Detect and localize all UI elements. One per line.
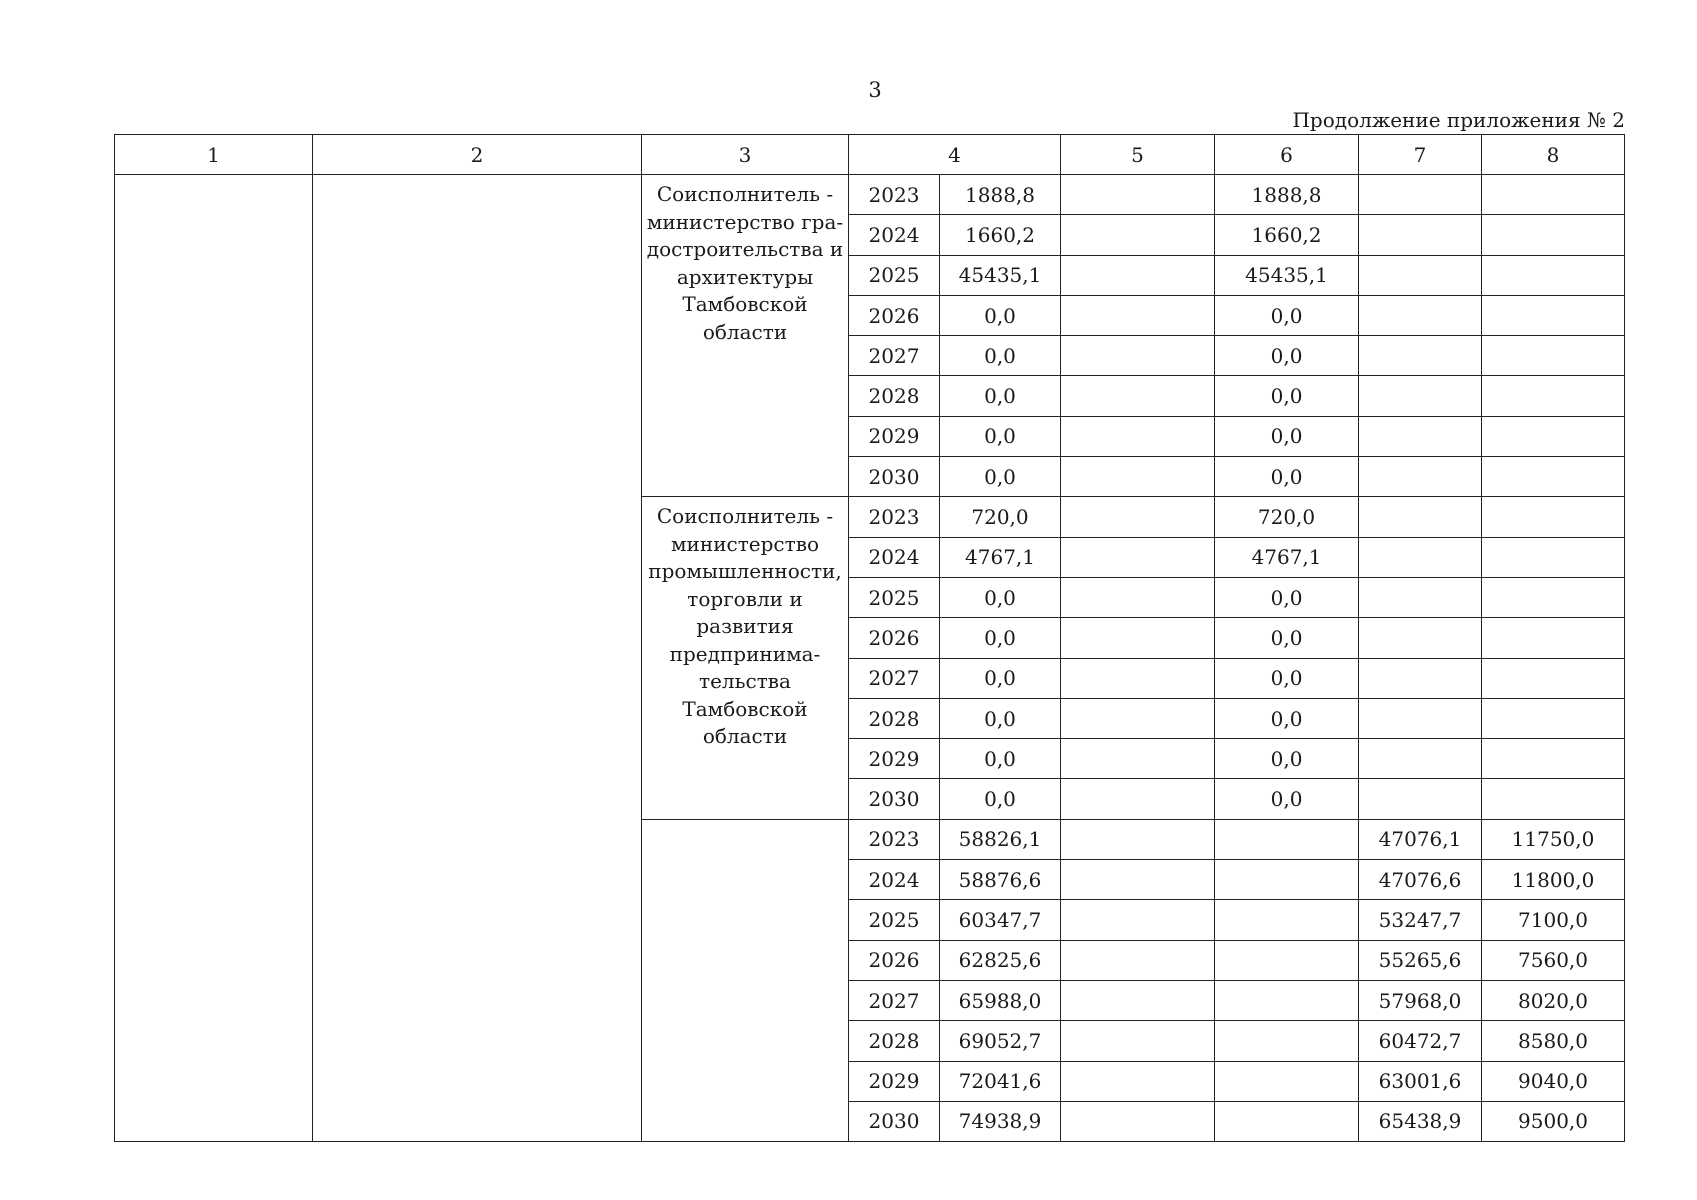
- column-7-cell: 47076,6: [1359, 860, 1482, 900]
- column-8-cell: [1482, 255, 1625, 295]
- column-header-7: 7: [1359, 135, 1482, 175]
- column-8-cell: 7100,0: [1482, 900, 1625, 940]
- column-6-cell: [1215, 940, 1359, 980]
- executor-cell: Соисполнитель - министерство промышленности, торговли и развития предпринима-тельства Тамбовской области: [642, 497, 849, 819]
- year-cell: 2028: [849, 1021, 940, 1061]
- column-1-cell: [115, 175, 313, 1142]
- total-cell: 58826,1: [940, 819, 1061, 859]
- total-cell: 4767,1: [940, 537, 1061, 577]
- column-6-cell: 0,0: [1215, 658, 1359, 698]
- column-6-cell: 0,0: [1215, 376, 1359, 416]
- column-6-cell: [1215, 860, 1359, 900]
- column-5-cell: [1061, 336, 1215, 376]
- column-5-cell: [1061, 980, 1215, 1020]
- column-header-8: 8: [1482, 135, 1625, 175]
- column-5-cell: [1061, 1061, 1215, 1101]
- column-5-cell: [1061, 497, 1215, 537]
- column-6-cell: [1215, 900, 1359, 940]
- total-cell: 62825,6: [940, 940, 1061, 980]
- column-5-cell: [1061, 940, 1215, 980]
- column-5-cell: [1061, 537, 1215, 577]
- column-6-cell: 0,0: [1215, 577, 1359, 617]
- column-7-cell: [1359, 255, 1482, 295]
- year-cell: 2023: [849, 175, 940, 215]
- total-cell: 0,0: [940, 376, 1061, 416]
- column-8-cell: [1482, 215, 1625, 255]
- column-5-cell: [1061, 255, 1215, 295]
- column-7-cell: [1359, 457, 1482, 497]
- column-7-cell: 65438,9: [1359, 1101, 1482, 1141]
- year-cell: 2023: [849, 819, 940, 859]
- total-cell: 0,0: [940, 457, 1061, 497]
- table-row: [115, 175, 1625, 215]
- column-8-cell: 8020,0: [1482, 980, 1625, 1020]
- column-header-4: 4: [849, 135, 1061, 175]
- total-cell: 72041,6: [940, 1061, 1061, 1101]
- column-7-cell: 57968,0: [1359, 980, 1482, 1020]
- column-8-cell: [1482, 295, 1625, 335]
- column-5-cell: [1061, 175, 1215, 215]
- column-8-cell: [1482, 739, 1625, 779]
- column-7-cell: [1359, 497, 1482, 537]
- total-cell: 58876,6: [940, 860, 1061, 900]
- column-5-cell: [1061, 739, 1215, 779]
- column-header-5: 5: [1061, 135, 1215, 175]
- column-7-cell: [1359, 739, 1482, 779]
- column-5-cell: [1061, 1101, 1215, 1141]
- column-7-cell: 55265,6: [1359, 940, 1482, 980]
- year-cell: 2024: [849, 537, 940, 577]
- column-6-cell: 0,0: [1215, 336, 1359, 376]
- year-cell: 2024: [849, 215, 940, 255]
- total-cell: 0,0: [940, 336, 1061, 376]
- column-6-cell: 0,0: [1215, 416, 1359, 456]
- year-cell: 2029: [849, 739, 940, 779]
- year-cell: 2028: [849, 376, 940, 416]
- funding-table: [114, 134, 1625, 1142]
- total-cell: 720,0: [940, 497, 1061, 537]
- total-cell: 0,0: [940, 779, 1061, 819]
- total-cell: 0,0: [940, 577, 1061, 617]
- year-cell: 2025: [849, 255, 940, 295]
- column-7-cell: [1359, 698, 1482, 738]
- page-number: 3: [868, 78, 882, 102]
- column-6-cell: 1888,8: [1215, 175, 1359, 215]
- column-5-cell: [1061, 577, 1215, 617]
- column-8-cell: [1482, 698, 1625, 738]
- executor-cell: Соисполнитель - министерство гра-достроительства и архитектуры Тамбовской области: [642, 175, 849, 497]
- column-8-cell: [1482, 457, 1625, 497]
- column-8-cell: [1482, 537, 1625, 577]
- year-cell: 2028: [849, 698, 940, 738]
- column-8-cell: [1482, 416, 1625, 456]
- column-5-cell: [1061, 1021, 1215, 1061]
- column-header-3: 3: [642, 135, 849, 175]
- total-cell: 69052,7: [940, 1021, 1061, 1061]
- column-8-cell: 7560,0: [1482, 940, 1625, 980]
- column-6-cell: 0,0: [1215, 779, 1359, 819]
- total-cell: 1888,8: [940, 175, 1061, 215]
- column-5-cell: [1061, 900, 1215, 940]
- total-cell: 60347,7: [940, 900, 1061, 940]
- year-cell: 2030: [849, 1101, 940, 1141]
- continuation-label: Продолжение приложения № 2: [1292, 108, 1625, 132]
- column-6-cell: 0,0: [1215, 295, 1359, 335]
- column-7-cell: 60472,7: [1359, 1021, 1482, 1061]
- column-6-cell: [1215, 819, 1359, 859]
- column-5-cell: [1061, 658, 1215, 698]
- column-6-cell: [1215, 1101, 1359, 1141]
- year-cell: 2026: [849, 618, 940, 658]
- column-2-cell: [313, 175, 642, 1142]
- year-cell: 2027: [849, 980, 940, 1020]
- column-7-cell: [1359, 618, 1482, 658]
- year-cell: 2025: [849, 900, 940, 940]
- column-header-1: 1: [115, 135, 313, 175]
- column-7-cell: [1359, 215, 1482, 255]
- total-cell: 0,0: [940, 416, 1061, 456]
- column-5-cell: [1061, 457, 1215, 497]
- column-5-cell: [1061, 376, 1215, 416]
- total-cell: 0,0: [940, 698, 1061, 738]
- column-7-cell: [1359, 175, 1482, 215]
- column-5-cell: [1061, 860, 1215, 900]
- year-cell: 2030: [849, 457, 940, 497]
- column-8-cell: [1482, 336, 1625, 376]
- column-5-cell: [1061, 779, 1215, 819]
- column-8-cell: [1482, 175, 1625, 215]
- column-6-cell: [1215, 1021, 1359, 1061]
- column-8-cell: [1482, 577, 1625, 617]
- column-6-cell: 45435,1: [1215, 255, 1359, 295]
- column-5-cell: [1061, 698, 1215, 738]
- year-cell: 2029: [849, 416, 940, 456]
- column-8-cell: 8580,0: [1482, 1021, 1625, 1061]
- column-8-cell: 9500,0: [1482, 1101, 1625, 1141]
- column-header-6: 6: [1215, 135, 1359, 175]
- column-8-cell: [1482, 779, 1625, 819]
- total-cell: 0,0: [940, 295, 1061, 335]
- year-cell: 2023: [849, 497, 940, 537]
- column-6-cell: 0,0: [1215, 457, 1359, 497]
- column-5-cell: [1061, 215, 1215, 255]
- column-7-cell: [1359, 336, 1482, 376]
- year-cell: 2030: [849, 779, 940, 819]
- column-5-cell: [1061, 819, 1215, 859]
- year-cell: 2027: [849, 658, 940, 698]
- column-7-cell: [1359, 376, 1482, 416]
- column-8-cell: [1482, 658, 1625, 698]
- header-row: [115, 135, 1625, 175]
- column-7-cell: [1359, 295, 1482, 335]
- year-cell: 2026: [849, 295, 940, 335]
- column-7-cell: 63001,6: [1359, 1061, 1482, 1101]
- column-5-cell: [1061, 416, 1215, 456]
- column-8-cell: [1482, 618, 1625, 658]
- column-7-cell: 53247,7: [1359, 900, 1482, 940]
- year-cell: 2027: [849, 336, 940, 376]
- column-7-cell: 47076,1: [1359, 819, 1482, 859]
- column-7-cell: [1359, 537, 1482, 577]
- table-body: [115, 175, 1625, 1142]
- column-7-cell: [1359, 577, 1482, 617]
- column-8-cell: [1482, 497, 1625, 537]
- column-6-cell: 4767,1: [1215, 537, 1359, 577]
- column-8-cell: 11750,0: [1482, 819, 1625, 859]
- total-cell: 0,0: [940, 618, 1061, 658]
- year-cell: 2024: [849, 860, 940, 900]
- column-6-cell: [1215, 980, 1359, 1020]
- column-5-cell: [1061, 295, 1215, 335]
- column-7-cell: [1359, 416, 1482, 456]
- column-8-cell: 11800,0: [1482, 860, 1625, 900]
- column-6-cell: 0,0: [1215, 618, 1359, 658]
- year-cell: 2025: [849, 577, 940, 617]
- total-cell: 45435,1: [940, 255, 1061, 295]
- total-cell: 74938,9: [940, 1101, 1061, 1141]
- year-cell: 2029: [849, 1061, 940, 1101]
- column-8-cell: 9040,0: [1482, 1061, 1625, 1101]
- total-cell: 0,0: [940, 658, 1061, 698]
- column-8-cell: [1482, 376, 1625, 416]
- executor-cell: [642, 819, 849, 1141]
- year-cell: 2026: [849, 940, 940, 980]
- column-6-cell: 0,0: [1215, 739, 1359, 779]
- column-6-cell: 720,0: [1215, 497, 1359, 537]
- total-cell: 0,0: [940, 739, 1061, 779]
- column-7-cell: [1359, 779, 1482, 819]
- total-cell: 1660,2: [940, 215, 1061, 255]
- column-header-2: 2: [313, 135, 642, 175]
- total-cell: 65988,0: [940, 980, 1061, 1020]
- column-6-cell: 0,0: [1215, 698, 1359, 738]
- column-5-cell: [1061, 618, 1215, 658]
- column-7-cell: [1359, 658, 1482, 698]
- column-6-cell: 1660,2: [1215, 215, 1359, 255]
- column-6-cell: [1215, 1061, 1359, 1101]
